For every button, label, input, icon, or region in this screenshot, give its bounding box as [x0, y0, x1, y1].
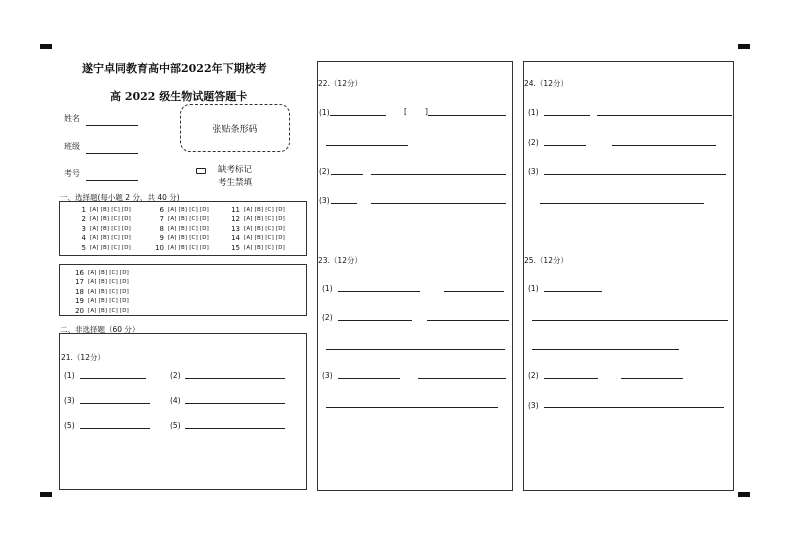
q22-part3-answer[interactable] — [331, 203, 357, 204]
choice-number: 15 — [231, 243, 240, 252]
q24-part2-answer[interactable] — [544, 145, 586, 146]
choice-options[interactable]: [A] [B] [C] [D] — [90, 216, 132, 223]
choice-number: 20 — [75, 306, 84, 315]
choice-number: 19 — [75, 297, 84, 306]
q22-part2-answer[interactable] — [331, 174, 363, 175]
class-field[interactable] — [86, 153, 138, 154]
choice-number: 9 — [159, 234, 164, 243]
choice-options[interactable]: [A] [B] [C] [D] — [88, 279, 130, 286]
q23-part1-answer[interactable] — [338, 291, 420, 292]
q21-title: 21.（12分） — [61, 353, 105, 362]
choice-row-5[interactable] — [74, 244, 131, 252]
choice-options[interactable]: [A] [B] [C] [D] — [88, 298, 130, 305]
q21-part4-answer[interactable] — [185, 403, 285, 404]
choice-options[interactable]: [A] [B] [C] [D] — [244, 244, 286, 251]
q23-part2-answer[interactable] — [338, 320, 412, 321]
choice-row-9[interactable] — [152, 234, 209, 242]
choice-options[interactable]: [A] [B] [C] [D] — [168, 207, 210, 213]
choice-row-8[interactable] — [152, 225, 209, 233]
choice-number: 16 — [75, 269, 84, 277]
choice-row-3[interactable] — [74, 225, 131, 233]
q24-part1-answer-b[interactable] — [597, 115, 732, 116]
q24-part3-answer-b[interactable] — [540, 203, 704, 204]
q23-part2-answer-c[interactable] — [326, 349, 505, 350]
q25-title: 25.（12分） — [524, 256, 568, 265]
choice-row-6[interactable] — [152, 206, 209, 214]
q24-part3-label: (3) — [528, 167, 539, 176]
choice-number: 8 — [159, 224, 164, 233]
barcode-area — [180, 104, 290, 152]
choice-number: 1 — [81, 206, 86, 214]
q21-part4-label: (4) — [170, 396, 181, 405]
choice-row-13[interactable] — [228, 225, 285, 233]
q21-part6-label: (5) — [170, 421, 181, 430]
q25-part2-label: (2) — [528, 371, 539, 380]
choice-options[interactable]: [A] [B] [C] [D] — [90, 207, 132, 213]
choice-number: 6 — [159, 206, 164, 214]
choice-row-1[interactable] — [74, 206, 131, 214]
q22-bracket-close: ] — [425, 107, 428, 116]
choice-number: 12 — [231, 215, 240, 224]
choice-options[interactable]: [A] [B] [C] [D] — [168, 225, 210, 232]
choice-number: 3 — [81, 224, 86, 233]
registration-mark-bottom-left — [40, 492, 52, 497]
choice-row-20[interactable] — [72, 307, 129, 315]
q23-part1-label: (1) — [322, 284, 333, 293]
exam-title: 遂宁卓同教育高中部2022年下期校考 — [82, 62, 267, 75]
section2-title: 二、非选择题（60 分） — [60, 325, 140, 334]
q22-part1-label: (1) — [319, 108, 330, 117]
q21-part5-answer[interactable] — [80, 428, 150, 429]
q24-part1-answer[interactable] — [544, 115, 590, 116]
choice-options[interactable]: [A] [B] [C] [D] — [244, 235, 286, 242]
q21-part3-answer[interactable] — [80, 403, 150, 404]
choice-options[interactable]: [A] [B] [C] [D] — [88, 307, 130, 314]
name-label: 姓名 — [64, 114, 80, 123]
q24-title: 24.（12分） — [524, 79, 568, 88]
choice-row-18[interactable] — [72, 288, 129, 296]
exam-number-field[interactable] — [86, 180, 138, 181]
absent-note-label: 考生禁填 — [218, 178, 253, 188]
q21-part1-answer[interactable] — [80, 378, 146, 379]
choice-number: 17 — [75, 278, 84, 287]
q21-part1-label: (1) — [64, 371, 75, 380]
middle-answer-box — [317, 61, 513, 491]
choice-options[interactable]: [A] [B] [C] [D] — [90, 225, 132, 232]
q25-part2-answer[interactable] — [544, 378, 598, 379]
choice-options[interactable]: [A] [B] [C] [D] — [88, 288, 130, 295]
choice-options[interactable]: [A] [B] [C] [D] — [90, 244, 132, 251]
q25-part1-answer[interactable] — [544, 291, 602, 292]
q24-part2-answer-b[interactable] — [612, 145, 716, 146]
choice-row-10[interactable] — [152, 244, 209, 252]
q22-bracket-open: [ — [404, 107, 407, 116]
q21-part2-answer[interactable] — [185, 378, 285, 379]
q24-part1-label: (1) — [528, 108, 539, 117]
q21-part2-label: (2) — [170, 371, 181, 380]
q21-part6-answer[interactable] — [185, 428, 285, 429]
barcode-label: 张贴条形码 — [212, 124, 258, 135]
q23-part2-answer-b[interactable] — [427, 320, 509, 321]
right-answer-box — [523, 61, 734, 491]
choice-number: 18 — [75, 287, 84, 296]
choice-options[interactable]: [A] [B] [C] [D] — [168, 216, 210, 223]
q25-part3-label: (3) — [528, 401, 539, 410]
choice-row-12[interactable] — [228, 215, 285, 223]
choice-number: 7 — [159, 215, 164, 224]
q21-part5-label: (5) — [64, 421, 75, 430]
choice-options[interactable]: [A] [B] [C] [D] — [244, 207, 286, 213]
choice-row-19[interactable] — [72, 297, 129, 305]
q22-part3-answer-b[interactable] — [371, 203, 506, 204]
q24-part3-answer[interactable] — [544, 174, 726, 175]
q25-part1-label: (1) — [528, 284, 539, 293]
choice-number: 4 — [81, 234, 86, 243]
answer-card-title: 高 2022 级生物试题答题卡 — [110, 90, 248, 103]
choice-options[interactable]: [A] [B] [C] [D] — [244, 216, 286, 223]
class-label: 班级 — [64, 142, 80, 151]
registration-mark-top-left — [40, 44, 52, 49]
registration-mark-bottom-right — [738, 492, 750, 497]
q25-part3-answer[interactable] — [544, 407, 724, 408]
q23-part2-label: (2) — [322, 313, 333, 322]
choice-number: 11 — [231, 206, 240, 214]
choice-number: 10 — [155, 243, 164, 252]
q25-part1-answer-b[interactable] — [532, 320, 728, 321]
q22-part3-label: (3) — [319, 196, 330, 205]
q22-part1-answer-c[interactable] — [326, 145, 408, 146]
absent-checkbox[interactable] — [196, 168, 206, 174]
q25-part1-answer-c[interactable] — [532, 349, 679, 350]
q23-title: 23.（12分） — [318, 256, 362, 265]
registration-mark-top-right — [738, 44, 750, 49]
exam-number-label: 考号 — [64, 169, 80, 178]
q22-part2-answer-b[interactable] — [371, 174, 506, 175]
choice-row-15[interactable] — [228, 244, 285, 252]
q22-title: 22.（12分） — [318, 79, 362, 88]
q23-part3-answer-b[interactable] — [418, 378, 506, 379]
section1-title: 一、选择题(每小题 2 分，共 40 分) — [60, 193, 180, 202]
choice-number: 2 — [81, 215, 86, 224]
choice-options[interactable]: [A] [B] [C] [D] — [168, 244, 210, 251]
q22-part1-answer[interactable] — [330, 115, 386, 116]
choice-options[interactable]: [A] [B] [C] [D] — [168, 235, 210, 242]
q21-part3-label: (3) — [64, 396, 75, 405]
absent-mark-label: 缺考标记 — [218, 165, 253, 175]
choice-row-2[interactable] — [74, 215, 131, 223]
choice-row-14[interactable] — [228, 234, 285, 242]
q22-part1-answer-b[interactable] — [428, 115, 506, 116]
choice-options[interactable]: [A] [B] [C] [D] — [90, 235, 132, 242]
choice-row-16[interactable] — [72, 269, 129, 277]
choice-row-4[interactable] — [74, 234, 131, 242]
choice-row-7[interactable] — [152, 215, 209, 223]
q22-part2-label: (2) — [319, 167, 330, 176]
choice-number: 13 — [231, 224, 240, 233]
q24-part2-label: (2) — [528, 138, 539, 147]
choice-options[interactable]: [A] [B] [C] [D] — [88, 270, 130, 276]
choice-options[interactable]: [A] [B] [C] [D] — [244, 225, 286, 232]
name-field[interactable] — [86, 125, 138, 126]
q23-part3-answer-c[interactable] — [326, 407, 498, 408]
q23-part3-label: (3) — [322, 371, 333, 380]
choice-number: 5 — [81, 243, 86, 252]
q25-part2-answer-b[interactable] — [621, 378, 683, 379]
choice-row-11[interactable] — [228, 206, 285, 214]
choice-number: 14 — [231, 234, 240, 243]
q23-part1-answer-b[interactable] — [444, 291, 504, 292]
q23-part3-answer[interactable] — [338, 378, 400, 379]
choice-row-17[interactable] — [72, 278, 129, 286]
